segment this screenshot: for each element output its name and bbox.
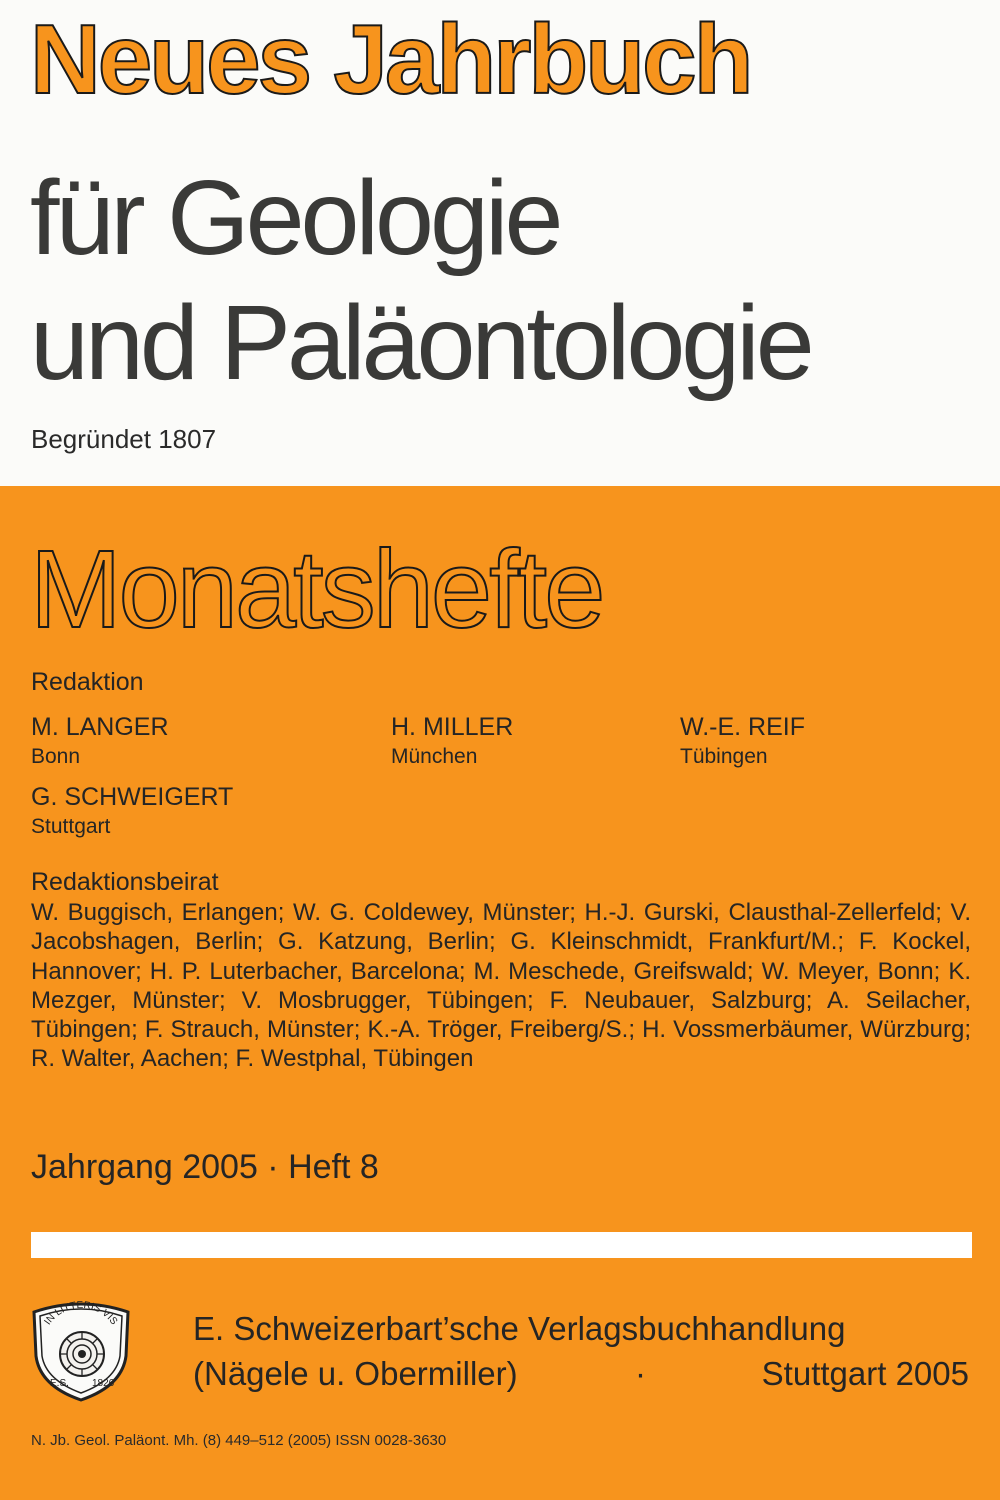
editor-city: Stuttgart	[31, 815, 111, 838]
citation-line: N. Jb. Geol. Paläont. Mh. (8) 449–512 (2005) ISSN 0028-3630	[31, 1432, 447, 1449]
white-divider-bar	[31, 1232, 972, 1258]
publisher-owners: (Nägele u. Obermiller)	[193, 1355, 518, 1392]
editor-name: M. LANGER	[31, 713, 169, 741]
advisory-board-members: W. Buggisch, Erlangen; W. G. Coldewey, Münster; H.-J. Gurski, Clausthal-Zellerfeld; V. Jacobshagen, Berlin; G. Katzung, Berlin; G. Kleinschmidt, Frankfurt/M.; F. Kockel, Hannover; H. P. Luterbacher, Barcelona; M. Meschede, Greifswald; W. Meyer, Bonn; K. Mezger, Münster; V. Mosbrugger, Tübingen; F. Neubauer, Salzburg; A. Seilacher, Tübingen; F. Strauch, Münster; K.-A. Tröger, Freiberg/S.; H. Vossmerbäumer, Würzburg; R. Walter, Aachen; F. Westphal, Tübingen	[31, 899, 971, 1073]
publisher-name: E. Schweizerbart’sche Verlagsbuchhandlung	[193, 1310, 846, 1347]
editor-city: Tübingen	[680, 745, 768, 768]
seal-initials: E.S.	[50, 1378, 69, 1389]
issue-info: Jahrgang 2005 · Heft 8	[31, 1148, 379, 1186]
seal-year: 1826	[92, 1378, 115, 1389]
publisher-place-year: Stuttgart 2005	[761, 1355, 969, 1392]
editor-name: H. MILLER	[391, 713, 514, 741]
advisory-board-label: Redaktionsbeirat	[31, 868, 219, 896]
seal-motto: IN LITTERIS VIS	[42, 1299, 120, 1328]
publisher-separator: ·	[635, 1355, 646, 1392]
publisher-line-2	[193, 1355, 969, 1393]
editor-name: W.-E. REIF	[680, 713, 805, 741]
ammonite-icon	[60, 1332, 104, 1376]
publisher-seal-icon	[26, 1294, 136, 1404]
editors-label: Redaktion	[31, 668, 144, 696]
editor-city: Bonn	[31, 745, 81, 768]
journal-title-line-3: und Paläontologie	[30, 284, 811, 402]
journal-title-line-1: Neues Jahrbuch	[30, 4, 751, 114]
editor-name: G. SCHWEIGERT	[31, 783, 234, 811]
series-title: Monatshefte	[30, 528, 603, 651]
founded-note: Begründet 1807	[31, 424, 217, 454]
editor-city: München	[391, 745, 478, 768]
journal-title-line-2: für Geologie	[30, 159, 560, 277]
